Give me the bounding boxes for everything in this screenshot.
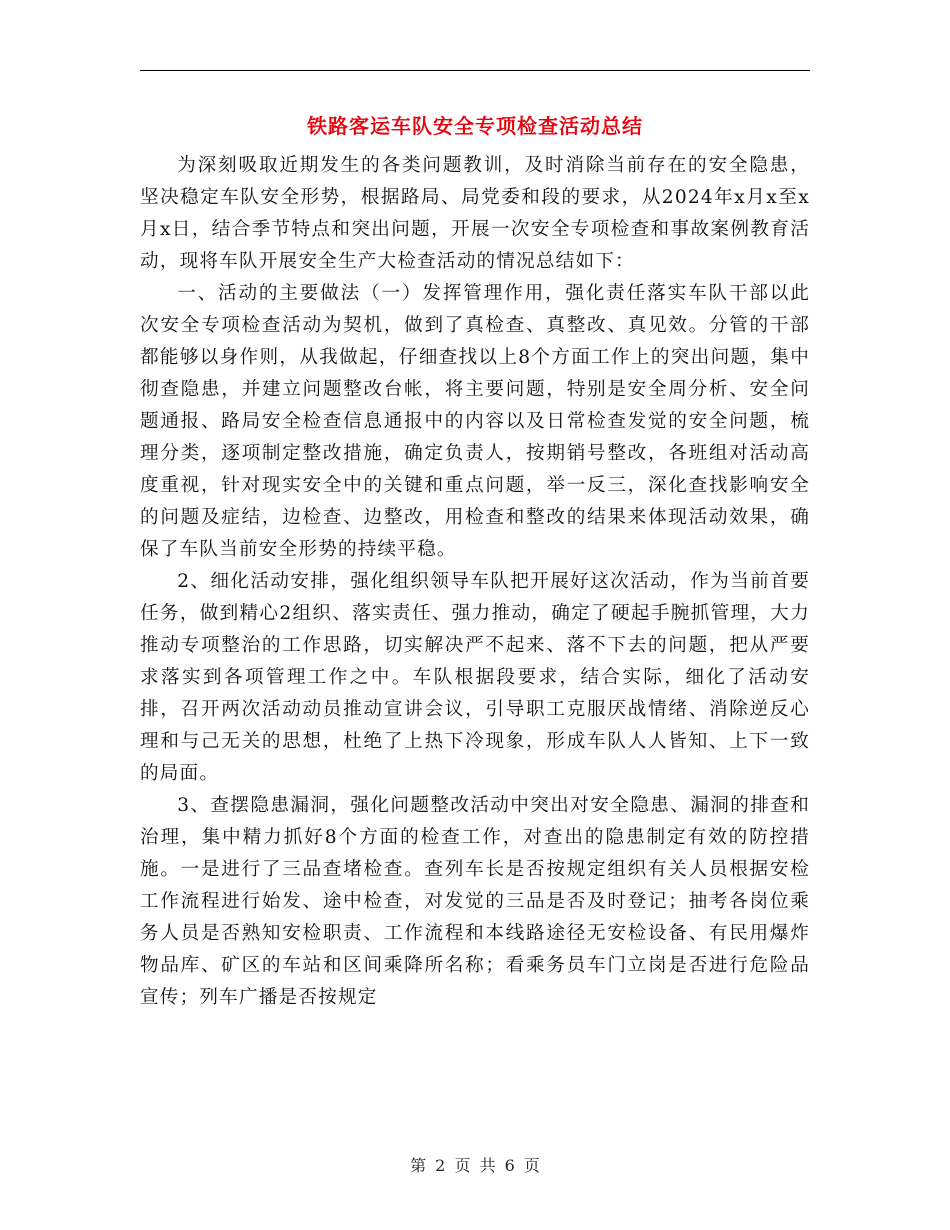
paragraph-section-3: 3、查摆隐患漏洞，强化问题整改活动中突出对安全隐患、漏洞的排查和治理，集中精力抓好8个方面的检查工作，对查出的隐患制定有效的防控措施。一是进行了三品查堵检查。查列车长是否按规定组织有关人员根据安检工作流程进行始发、途中检查，对发觉的三品是否及时登记；抽考各岗位乘务人员是否熟知安检职责、工作流程和本线路途径无安检设备、有民用爆炸物品库、矿区的车站和区间乘降所名称；看乘务员车门立岗是否进行危险品宣传；列车广播是否按规定 [140,795,810,1008]
paragraph-intro: 为深刻吸取近期发生的各类问题教训，及时消除当前存在的安全隐患，坚决稳定车队安全形势，根据路局、局党委和段的要求，从2024年x月x至x月x日，结合季节特点和突出问题，开展一次安全专项检查和事故案例教育活动，现将车队开展安全生产大检查活动的情况总结如下： [140,155,810,272]
document-body [140,150,810,1014]
header-rule [140,70,810,71]
page-number-footer: 第 2 页 共 6 页 [410,1156,540,1175]
paragraph-section-1: 一、活动的主要做法（一）发挥管理作用，强化责任落实车队干部以此次安全专项检查活动为契机，做到了真检查、真整改、真见效。分管的干部都能够以身作则，从我做起，仔细查找以上8个方面工作上的突出问题，集中彻查隐患，并建立问题整改台帐，将主要问题，特别是安全周分析、安全问题通报、路局安全检查信息通报中的内容以及日常检查发觉的安全问题，梳理分类，逐项制定整改措施，确定负责人，按期销号整改，各班组对活动高度重视，针对现实安全中的关键和重点问题，举一反三，深化查找影响安全的问题及症结，边检查、边整改，用检查和整改的结果来体现活动效果，确保了车队当前安全形势的持续平稳。 [140,283,810,560]
document-title: 铁路客运车队安全专项检查活动总结 [307,114,643,138]
paragraph-section-2: 2、细化活动安排，强化组织领导车队把开展好这次活动，作为当前首要任务，做到精心2组织、落实责任、强力推动，确定了硬起手腕抓管理，大力推动专项整治的工作思路，切实解决严不起来、落不下去的问题，把从严要求落实到各项管理工作之中。车队根据段要求，结合实际，细化了活动安排，召开两次活动动员推动宣讲会议，引导职工克服厌战情绪、消除逆反心理和与己无关的思想，杜绝了上热下冷现象，形成车队人人皆知、上下一致的局面。 [140,571,810,784]
